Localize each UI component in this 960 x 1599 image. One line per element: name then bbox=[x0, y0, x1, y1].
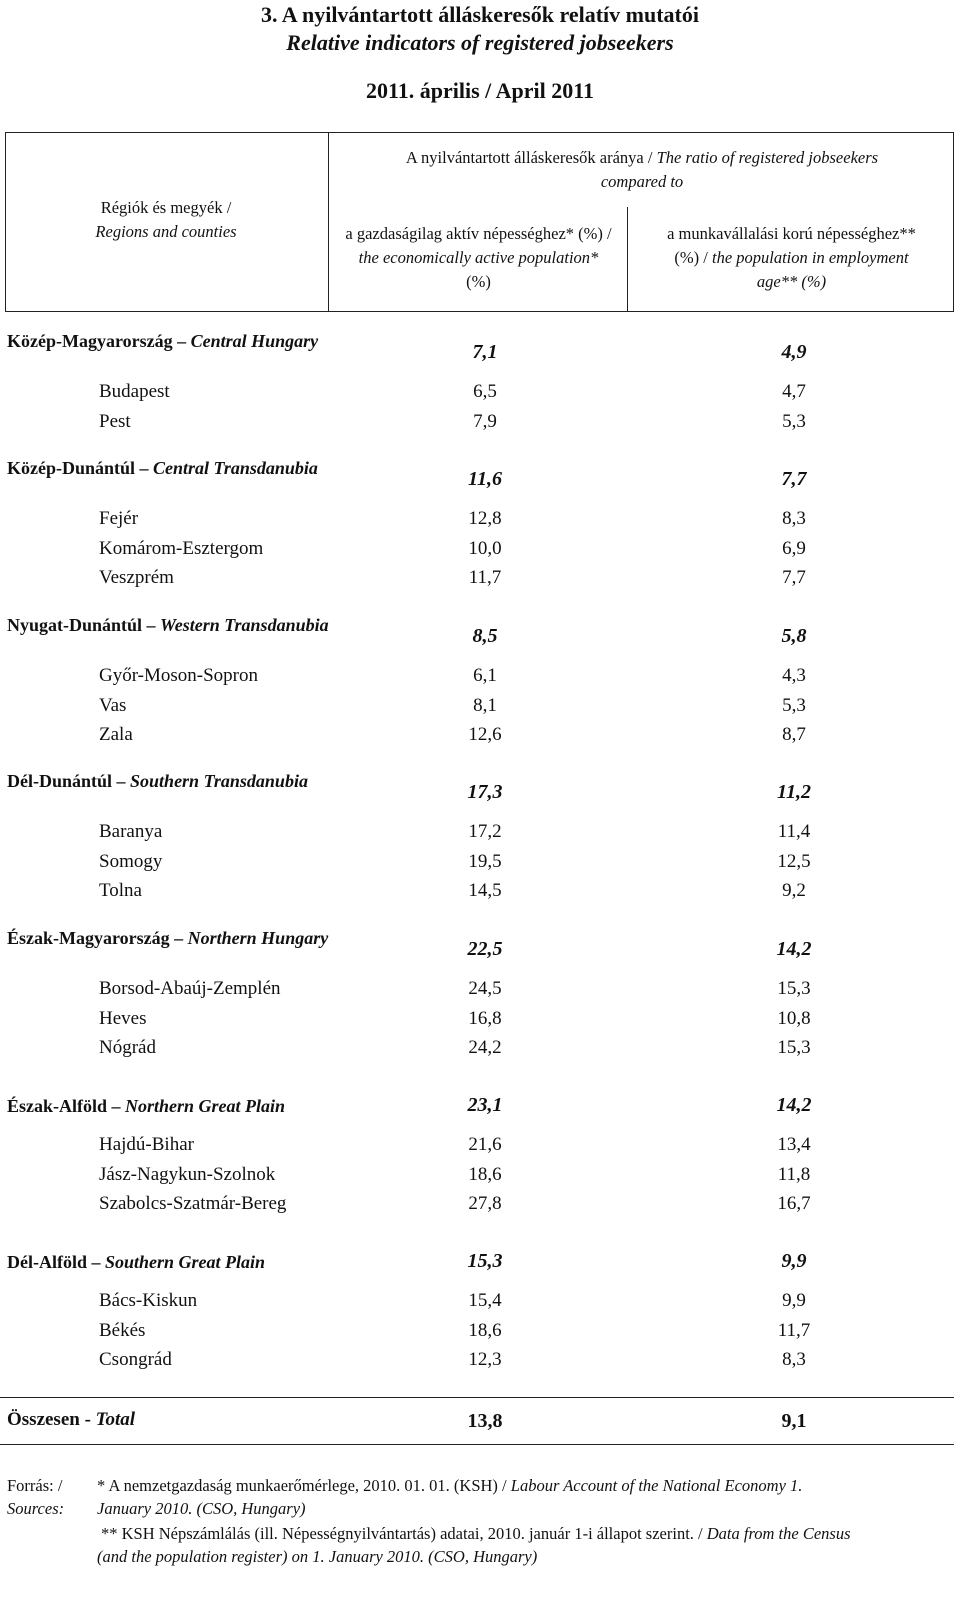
region-value-working-age: 4,9 bbox=[781, 341, 807, 363]
region-value-active: 11,6 bbox=[468, 468, 502, 490]
county-value-active: 17,2 bbox=[468, 821, 502, 842]
county-value-active: 18,6 bbox=[468, 1319, 502, 1341]
regions-header: Régiók és megyék / Regions and counties bbox=[95, 198, 237, 241]
region-name: Közép-Magyarország – Central Hungary bbox=[7, 331, 319, 351]
county-name: Komárom-Esztergom bbox=[99, 537, 264, 559]
county-row bbox=[0, 851, 960, 881]
page-title: 3. A nyilvántartott álláskeresők relatív mutatói bbox=[261, 2, 699, 27]
county-value-working-age: 5,3 bbox=[782, 410, 806, 432]
county-value-active: 19,5 bbox=[468, 850, 502, 872]
county-row bbox=[0, 1008, 960, 1038]
region-value-working-age: 7,7 bbox=[781, 468, 807, 490]
county-row bbox=[0, 880, 960, 910]
county-name: Borsod-Abaúj-Zemplén bbox=[99, 978, 281, 999]
county-name: Vas bbox=[99, 694, 127, 716]
region-row bbox=[0, 925, 960, 960]
county-row bbox=[0, 1320, 960, 1350]
county-value-active: 12,6 bbox=[468, 724, 502, 745]
region-row bbox=[0, 612, 960, 647]
region-name: Közép-Dunántúl – Central Transdanubia bbox=[7, 458, 318, 478]
footer-label: Forrás: / Sources: bbox=[7, 1476, 65, 1518]
county-name: Somogy bbox=[99, 850, 163, 872]
page-subtitle: Relative indicators of registered jobseekers bbox=[286, 30, 674, 55]
county-name: Veszprém bbox=[99, 567, 174, 588]
total-value-working-age: 9,1 bbox=[781, 1410, 807, 1432]
county-row bbox=[0, 978, 960, 1008]
region-value-active: 22,5 bbox=[467, 938, 503, 960]
county-value-active: 24,5 bbox=[468, 978, 502, 999]
col2-header: a munkavállalási korú népességhez** (%) / the population in employment age** (%) bbox=[667, 224, 916, 291]
region-value-working-age: 14,2 bbox=[776, 938, 812, 960]
total-row bbox=[0, 1397, 954, 1445]
county-value-working-age: 13,4 bbox=[777, 1134, 811, 1155]
county-row bbox=[0, 411, 960, 441]
county-name: Zala bbox=[99, 724, 133, 745]
county-value-active: 12,3 bbox=[468, 1349, 502, 1370]
county-value-working-age: 8,3 bbox=[782, 508, 806, 529]
county-name: Hajdú-Bihar bbox=[99, 1134, 194, 1155]
county-value-working-age: 10,8 bbox=[777, 1007, 811, 1029]
county-value-working-age: 12,5 bbox=[777, 850, 811, 872]
county-value-working-age: 4,7 bbox=[782, 381, 806, 402]
county-value-active: 6,5 bbox=[473, 381, 497, 402]
region-value-working-age: 14,2 bbox=[776, 1094, 812, 1116]
county-value-active: 12,8 bbox=[468, 508, 502, 529]
county-name: Nógrád bbox=[99, 1037, 156, 1058]
region-name: Észak-Magyarország – Northern Hungary bbox=[7, 928, 329, 948]
region-value-working-age: 11,2 bbox=[777, 781, 811, 803]
county-value-working-age: 11,7 bbox=[777, 1319, 811, 1341]
county-value-working-age: 15,3 bbox=[777, 1037, 811, 1058]
county-name: Heves bbox=[99, 1007, 147, 1029]
county-value-active: 27,8 bbox=[468, 1193, 502, 1214]
county-value-active: 8,1 bbox=[473, 694, 497, 716]
county-value-working-age: 9,2 bbox=[782, 880, 806, 901]
county-value-working-age: 7,7 bbox=[782, 567, 806, 588]
report-date: 2011. április / April 2011 bbox=[366, 78, 594, 103]
region-value-active: 7,1 bbox=[472, 341, 498, 363]
county-row bbox=[0, 695, 960, 725]
county-value-active: 24,2 bbox=[468, 1037, 502, 1058]
county-value-working-age: 8,3 bbox=[782, 1349, 806, 1370]
county-value-working-age: 16,7 bbox=[777, 1193, 811, 1214]
region-row bbox=[0, 1249, 960, 1279]
county-value-working-age: 6,9 bbox=[782, 537, 806, 559]
header-divider bbox=[328, 132, 329, 312]
county-value-working-age: 11,4 bbox=[777, 821, 811, 842]
col1-header: a gazdaságilag aktív népességhez* (%) / the economically active population* (%) bbox=[345, 224, 612, 291]
county-value-active: 6,1 bbox=[473, 665, 497, 686]
county-row bbox=[0, 724, 960, 754]
county-name: Szabolcs-Szatmár-Bereg bbox=[99, 1193, 287, 1214]
county-value-active: 15,4 bbox=[468, 1290, 502, 1311]
county-row bbox=[0, 508, 960, 538]
region-name: Észak-Alföld – Northern Great Plain bbox=[7, 1096, 286, 1116]
footer-note-2: ** KSH Népszámlálás (ill. Népességnyilvántartás) adatai, 2010. január 1-i állapot szerint. / Data from the Census (and the population register) on 1. January 2010. (CSO, Hungary) bbox=[97, 1524, 851, 1566]
region-value-working-age: 5,8 bbox=[781, 625, 807, 647]
county-row bbox=[0, 538, 960, 568]
region-row bbox=[0, 455, 960, 490]
county-value-active: 10,0 bbox=[468, 537, 502, 559]
county-row bbox=[0, 567, 960, 597]
region-value-active: 8,5 bbox=[472, 625, 498, 647]
region-name: Dél-Alföld – Southern Great Plain bbox=[7, 1252, 266, 1272]
county-name: Tolna bbox=[99, 880, 142, 901]
county-name: Bács-Kiskun bbox=[99, 1290, 198, 1311]
county-value-active: 18,6 bbox=[468, 1163, 502, 1185]
county-row bbox=[0, 1134, 960, 1164]
region-value-working-age: 9,9 bbox=[781, 1250, 807, 1272]
region-value-active: 23,1 bbox=[467, 1094, 503, 1116]
ratio-header: A nyilvántartott álláskeresők aránya / The ratio of registered jobseekers compared to bbox=[405, 148, 879, 191]
county-name: Csongrád bbox=[99, 1349, 172, 1370]
county-row bbox=[0, 1290, 960, 1320]
county-name: Győr-Moson-Sopron bbox=[99, 665, 259, 686]
county-row bbox=[0, 1164, 960, 1194]
total-label: Összesen - Total bbox=[7, 1409, 136, 1430]
county-row bbox=[0, 1349, 960, 1379]
county-row bbox=[0, 1037, 960, 1067]
total-value-active: 13,8 bbox=[467, 1410, 503, 1432]
county-name: Fejér bbox=[99, 508, 139, 529]
region-row bbox=[0, 768, 960, 803]
county-row bbox=[0, 1193, 960, 1223]
header-divider bbox=[627, 207, 628, 312]
county-row bbox=[0, 665, 960, 695]
county-name: Békés bbox=[99, 1319, 146, 1341]
county-row bbox=[0, 821, 960, 851]
county-value-working-age: 15,3 bbox=[777, 978, 811, 999]
region-value-active: 15,3 bbox=[467, 1250, 503, 1272]
county-value-active: 7,9 bbox=[473, 410, 497, 432]
county-value-active: 14,5 bbox=[468, 880, 502, 901]
footer-note-1: * A nemzetgazdaság munkaerőmérlege, 2010. 01. 01. (KSH) / Labour Account of the National Economy 1. January 2010. (CSO, Hungary) bbox=[97, 1476, 803, 1518]
county-value-working-age: 5,3 bbox=[782, 694, 806, 716]
county-value-active: 16,8 bbox=[468, 1007, 502, 1029]
county-value-active: 11,7 bbox=[468, 567, 502, 588]
county-value-working-age: 11,8 bbox=[777, 1163, 811, 1185]
region-name: Dél-Dunántúl – Southern Transdanubia bbox=[7, 771, 308, 791]
region-name: Nyugat-Dunántúl – Western Transdanubia bbox=[7, 615, 329, 635]
county-name: Budapest bbox=[99, 381, 170, 402]
county-name: Baranya bbox=[99, 821, 163, 842]
county-row bbox=[0, 381, 960, 411]
region-row bbox=[0, 1093, 960, 1123]
county-value-active: 21,6 bbox=[468, 1134, 502, 1155]
region-value-active: 17,3 bbox=[467, 781, 503, 803]
county-value-working-age: 8,7 bbox=[782, 724, 806, 745]
region-row bbox=[0, 328, 960, 363]
county-value-working-age: 9,9 bbox=[782, 1290, 806, 1311]
county-value-working-age: 4,3 bbox=[782, 665, 806, 686]
county-name: Pest bbox=[99, 410, 131, 432]
county-name: Jász-Nagykun-Szolnok bbox=[99, 1163, 276, 1185]
